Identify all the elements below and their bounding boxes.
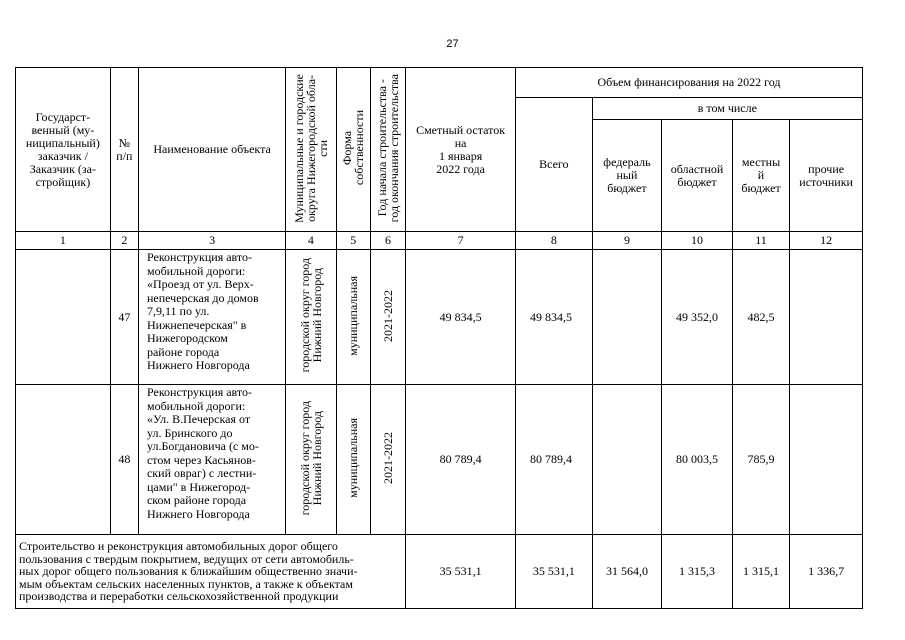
column-number: 11 <box>732 232 789 250</box>
row-ownership: муниципальная <box>336 385 370 535</box>
header-customer: Государст- венный (му- ниципальный) заказчик / Заказчик (за- стройщик) <box>16 68 111 232</box>
row-total: 80 789,4 <box>516 385 593 535</box>
row-municipality: городской округ город Нижний Новгород <box>286 250 336 385</box>
summary-label: Строительство и реконструкция автомобильных дорог общего пользования с твердым покрытием, ведущих от сети автомобиль- ных дорог общего пользования к ближайшим общественно значи- мым объектам сельских населенных пунктов, а также к объектам производства и переработки сельскохозяйственной продукции <box>16 535 406 609</box>
row-local: 785,9 <box>732 385 789 535</box>
column-number: 12 <box>790 232 863 250</box>
summary-federal: 31 564,0 <box>592 535 662 609</box>
summary-total: 35 531,1 <box>516 535 593 609</box>
column-number: 3 <box>138 232 285 250</box>
summary-other: 1 336,7 <box>790 535 863 609</box>
row-total: 49 834,5 <box>516 250 593 385</box>
row-estimate: 80 789,4 <box>406 385 516 535</box>
row-years: 2021-2022 <box>370 385 405 535</box>
summary-regional: 1 315,3 <box>662 535 733 609</box>
header-other: прочие источники <box>790 120 863 232</box>
column-number: 4 <box>286 232 336 250</box>
column-number: 10 <box>662 232 733 250</box>
summary-estimate: 35 531,1 <box>406 535 516 609</box>
row-federal <box>592 385 662 535</box>
row-object-name: Реконструкция авто- мобильной дороги: «Ул. В.Печерская от ул. Бринского до ул.Богдановича (с мо- стом через Касьянов- ский овраг) с лестни- цами" в Нижегород- ском районе города Нижнего Новгорода <box>138 385 285 535</box>
column-number: 1 <box>16 232 111 250</box>
row-estimate: 49 834,5 <box>406 250 516 385</box>
row-years: 2021-2022 <box>370 250 405 385</box>
summary-row <box>16 535 863 609</box>
page-number: 27 <box>446 38 459 50</box>
header-local: местны й бюджет <box>732 120 789 232</box>
table-row <box>16 250 863 385</box>
header-num: № п/п <box>110 68 138 232</box>
header-estimate: Сметный остаток на 1 января 2022 года <box>406 68 516 232</box>
header-years: Год начала строительства - год окончания строительства <box>370 68 405 232</box>
row-regional: 80 003,5 <box>662 385 733 535</box>
row-num: 47 <box>110 250 138 385</box>
row-municipality: городской округ город Нижний Новгород <box>286 385 336 535</box>
financing-table <box>15 67 863 609</box>
column-number-row <box>16 232 863 250</box>
header-funding: Объем финансирования на 2022 год <box>516 68 863 98</box>
column-number: 5 <box>336 232 370 250</box>
row-num: 48 <box>110 385 138 535</box>
row-other <box>790 385 863 535</box>
header-including: в том числе <box>592 98 862 120</box>
row-customer <box>16 250 111 385</box>
header-total: Всего <box>516 98 593 232</box>
column-number: 7 <box>406 232 516 250</box>
row-federal <box>592 250 662 385</box>
header-object-name: Наименование объекта <box>138 68 285 232</box>
row-ownership: муниципальная <box>336 250 370 385</box>
row-regional: 49 352,0 <box>662 250 733 385</box>
column-number: 6 <box>370 232 405 250</box>
table-row <box>16 385 863 535</box>
column-number: 8 <box>516 232 593 250</box>
column-number: 2 <box>110 232 138 250</box>
row-customer <box>16 385 111 535</box>
row-object-name: Реконструкция авто- мобильной дороги: «Проезд от ул. Верх- непечерская до домов 7,9,11 по ул. Нижнепечерская" в Нижегородском районе города Нижнего Новгорода <box>138 250 285 385</box>
row-local: 482,5 <box>732 250 789 385</box>
header-municipality: Муниципальные и городские округа Нижегородской обла- сти <box>286 68 336 232</box>
summary-local: 1 315,1 <box>732 535 789 609</box>
header-regional: областной бюджет <box>662 120 733 232</box>
header-ownership: Форма собственности <box>336 68 370 232</box>
column-number: 9 <box>592 232 662 250</box>
header-federal: федераль ный бюджет <box>592 120 662 232</box>
row-other <box>790 250 863 385</box>
